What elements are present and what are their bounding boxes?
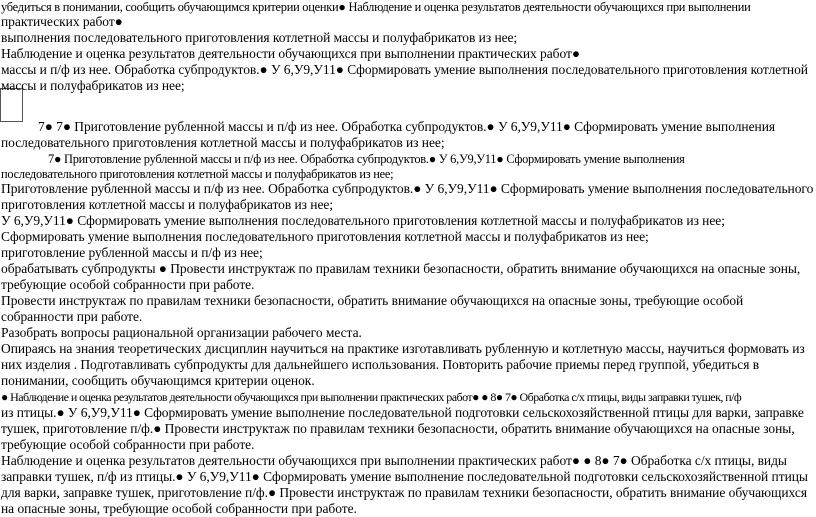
text-line: приготовления котлетной массы и полуфабрикатов из нее;	[1, 197, 334, 212]
text-line: них изделия . Подготавливать субпродукты для дальнейшего использования. Повторить рабочие приемы перед группой, убедиться в	[1, 357, 760, 372]
text-line: приготовление рубленной массы и п/ф из нее;	[1, 245, 263, 260]
text-line: Наблюдение и оценка результатов деятельности обучающихся при выполнении практических работ●	[1, 46, 580, 61]
text-line: Приготовление рубленной массы и п/ф из нее. Обработка субпродуктов.● У 6,У9,У11● Сформировать умение выполнения последовательного	[1, 181, 814, 196]
text-line: ● Наблюдение и оценка результатов деятельности обучающихся при выполнении практических работ● ● 8● 7● Обработка с/х птицы, виды заправки тушек, п/ф	[1, 390, 742, 404]
text-line: выполнения последовательного приготовления котлетной массы и полуфабрикатов из нее;	[1, 30, 518, 45]
text-line: 7● 7● Приготовление рубленной массы и п/ф из нее. Обработка субпродуктов.● У 6,У9,У11● Сформировать умение выполнения	[38, 119, 776, 134]
text-line: собранности при работе.	[1, 309, 143, 324]
text-line: Опираясь на знания теоретических дисциплин научиться на практике изготавливать рубленную и котлетную массы, научиться формовать из	[1, 341, 805, 356]
text-line: Разобрать вопросы рациональной организации рабочего места.	[1, 325, 362, 340]
text-line: Провести инструктаж по правилам техники безопасности, обратить внимание обучающихся на опасные зоны, требующие особой	[1, 293, 744, 308]
text-line: требующие особой собранности при работе.	[1, 277, 255, 292]
text-line: последовательного приготовления котлетной массы и полуфабрикатов из нее;	[1, 135, 445, 150]
text-line: требующие особой собранности при работе.	[1, 437, 255, 452]
text-line: массы и п/ф из нее. Обработка субпродуктов.● У 6,У9,У11● Сформировать умение выполнения последовательного приготовления котлетной	[1, 62, 808, 77]
text-line: обрабатывать субпродукты ● Провести инструктаж по правилам техники безопасности, обратить внимание обучающихся на опасные зоны,	[1, 261, 801, 276]
text-line: У 6,У9,У11● Сформировать умение выполнения последовательного приготовления котлетной массы и полуфабрикатов из нее;	[1, 213, 725, 228]
text-line: массы и полуфабрикатов из нее;	[1, 78, 185, 93]
text-line: практических работ●	[1, 14, 123, 29]
text-line: Сформировать умение выполнения последовательного приготовления котлетной массы и полуфабрикатов из нее;	[1, 229, 649, 244]
text-line: понимании, сообщить обучающимся критерии оценок.	[1, 373, 315, 388]
text-line: убедиться в понимании, сообщить обучающимся критерии оценки● Наблюдение и оценка результатов деятельности обучающихся при выполнении	[1, 0, 751, 14]
text-line: Наблюдение и оценка результатов деятельности обучающихся при выполнении практических работ● ● 8● 7● Обработка с/х птицы, виды	[1, 453, 787, 468]
text-line: из птицы.● У 6,У9,У11● Сформировать умение выполнение последовательной подготовки сельскохозяйственной птицы для варки, заправке	[1, 405, 804, 420]
text-line: тушек, приготовление п/ф.● Провести инструктаж по правилам техники безопасности, обратить внимание обучающихся на опасные зоны,	[1, 421, 795, 436]
text-line: для варки, заправке тушек, приготовление п/ф.● Провести инструктаж по правилам техники безопасности, обратить внимание обучающихся	[1, 485, 807, 500]
text-line: заправки тушек, п/ф из птицы.● У 6,У9,У11● Сформировать умение выполнение последовательной подготовки сельскохозяйственной птицы	[1, 469, 808, 484]
text-line: 7● Приготовление рубленной массы и п/ф из нее. Обработка субпродуктов.● У 6,У9,У11● Сформировать умение выполнения	[48, 152, 685, 166]
text-line: последовательного приготовления котлетной массы и полуфабрикатов из нее;	[1, 167, 394, 181]
text-line: на опасные зоны, требующие особой собранности при работе.	[1, 501, 357, 516]
